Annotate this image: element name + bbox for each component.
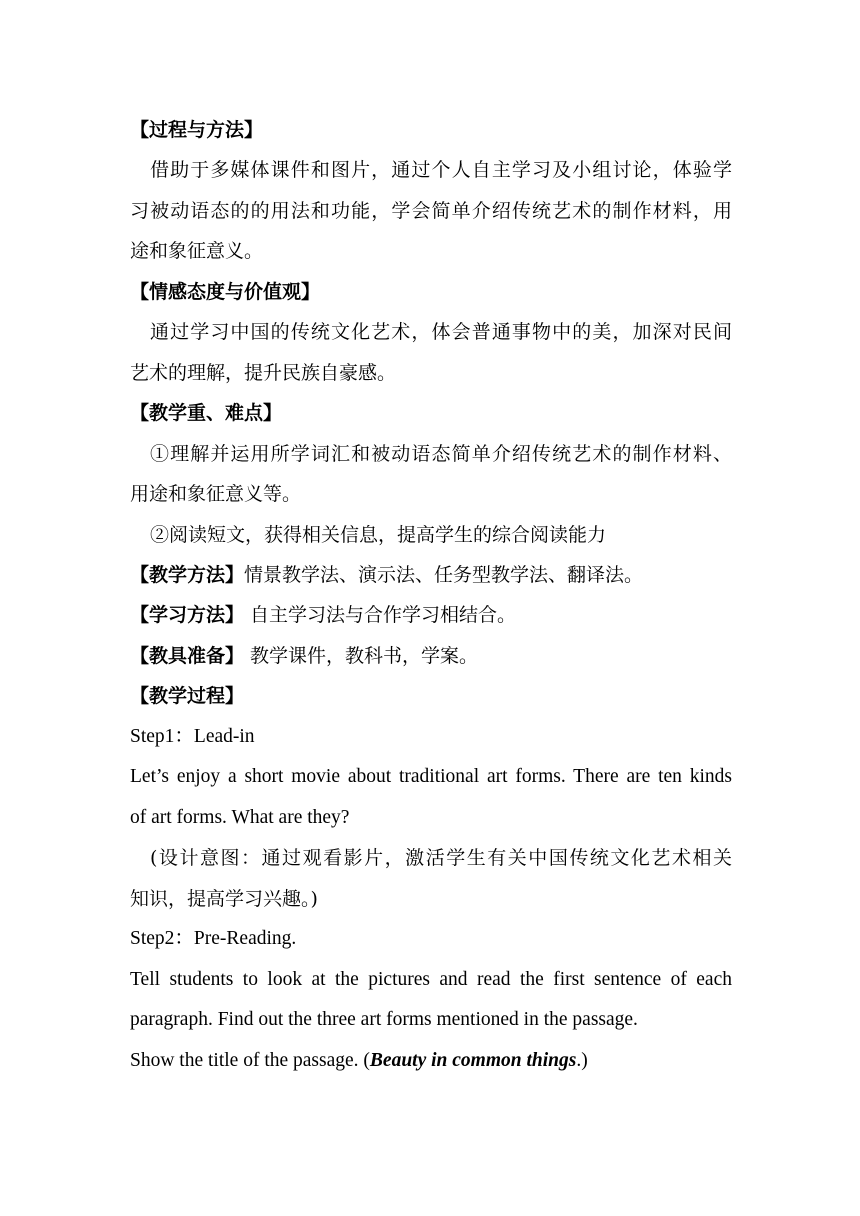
paragraph-line: Let’s enjoy a short movie about traditional art forms. There are ten kinds [130, 766, 732, 787]
materials-text: 教学课件，教科书，学案。 [244, 645, 479, 667]
section-heading-emotion-values: 【情感态度与价值观】 [130, 281, 321, 303]
paragraph-line: 艺术的理解，提升民族自豪感。 [130, 362, 397, 384]
section-heading-learning-method: 【学习方法】 [130, 604, 245, 626]
section-heading-teaching-method: 【教学方法】 [130, 564, 245, 586]
design-intent-line: 知识，提高学习兴趣。) [130, 888, 318, 910]
teaching-method-text: 情景教学法、演示法、任务型教学法、翻译法。 [244, 564, 644, 586]
learning-method-text: 自主学习法与合作学习相结合。 [244, 604, 517, 626]
passage-title: Beauty in common things [369, 1050, 577, 1071]
paragraph-line: ①理解并运用所学词汇和被动语态简单介绍传统艺术的制作材料、 [150, 443, 732, 465]
paragraph-line: 用途和象征意义等。 [130, 483, 302, 505]
paragraph-line: paragraph. Find out the three art forms mentioned in the passage. [130, 1009, 638, 1030]
paragraph-line: 借助于多媒体课件和图片，通过个人自主学习及小组讨论，体验学 [150, 159, 732, 181]
learning-method-line [130, 602, 732, 628]
section-heading-materials: 【教具准备】 [130, 645, 245, 667]
show-title-suffix: .) [576, 1050, 588, 1071]
show-title-prefix: Show the title of the passage. ( [130, 1050, 370, 1071]
section-heading-process-method: 【过程与方法】 [130, 119, 264, 141]
step2-title: Step2：Pre-Reading. [130, 928, 297, 949]
show-title-line [130, 1048, 732, 1074]
paragraph-line: of art forms. What are they? [130, 807, 350, 828]
paragraph-line: 习被动语态的的用法和功能，学会简单介绍传统艺术的制作材料，用 [130, 200, 732, 222]
paragraph-line: 途和象征意义。 [130, 240, 264, 262]
paragraph-line: Tell students to look at the pictures and read the first sentence of each [130, 969, 732, 990]
section-heading-teaching-process: 【教学过程】 [130, 685, 245, 707]
teaching-method-line [130, 562, 732, 588]
paragraph-line: 通过学习中国的传统文化艺术，体会普通事物中的美，加深对民间 [150, 321, 732, 343]
step1-title: Step1：Lead-in [130, 726, 255, 747]
paragraph-line: ②阅读短文，获得相关信息，提高学生的综合阅读能力 [150, 524, 607, 546]
section-heading-key-points: 【教学重、难点】 [130, 402, 283, 424]
materials-line [130, 643, 732, 669]
design-intent-line: (设计意图：通过观看影片，激活学生有关中国传统文化艺术相关 [150, 847, 732, 869]
